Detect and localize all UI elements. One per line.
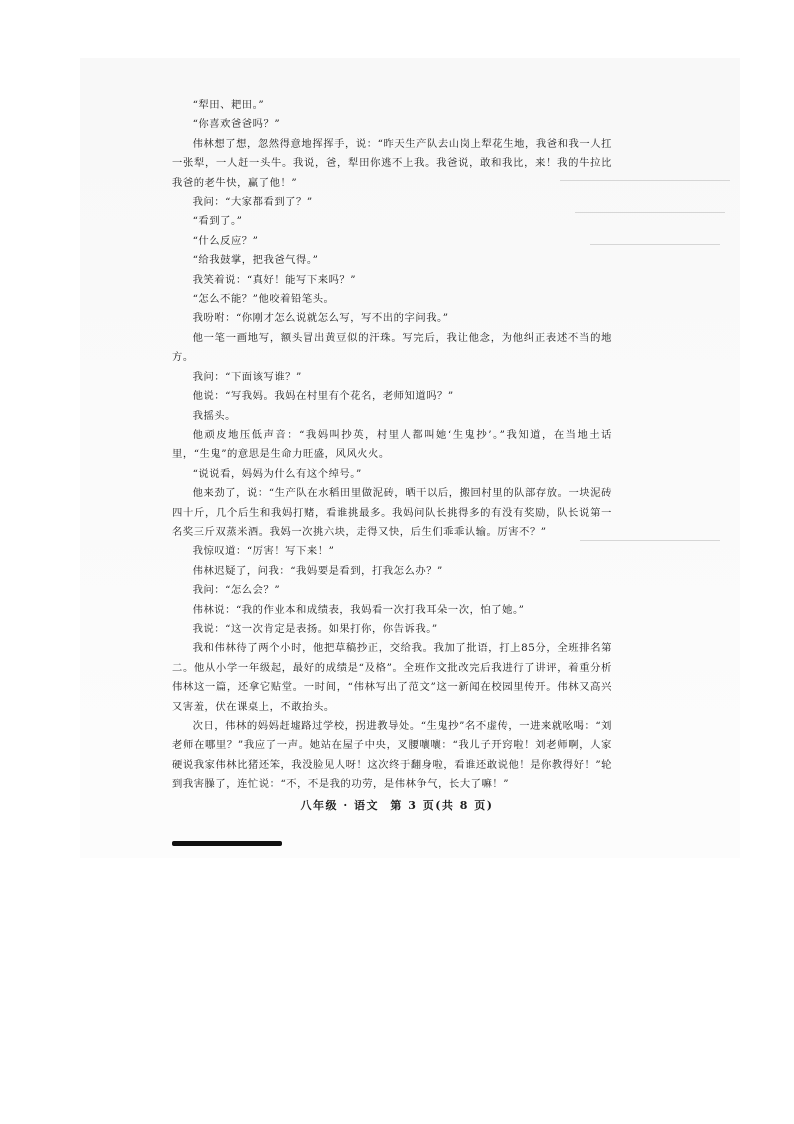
paragraph: 我说：“这一次肯定是表扬。如果打你，你告诉我。”	[192, 622, 438, 635]
paragraph: 我和伟林待了两个小时，他把草稿抄正，交给我。我加了批语，打上85分，全班排名第二。他从小学一年级起，最好的成绩是“及格”。全班作文批改完后我进行了讲评，着重分析伟林这一篇，还拿它贴堂。一时间，“伟林写出了范文”这一新闻在校园里传开。伟林又高兴又害羞，伏在课桌上，不敢抬头。	[172, 642, 612, 713]
paragraph: 次日，伟林的妈妈赶墟路过学校，拐进教导处。“生鬼抄”名不虚传，一进来就吆喝：“刘老师在哪里？”我应了一声。她站在屋子中央，叉腰嚷嚷：“我儿子开窍啦！刘老师啊，人家硬说我家伟林比猪还笨，我没脸见人呀！这次终于翻身啦，看谁还敢说他！是你教得好！”轮到我害臊了，连忙说：“不，不是我的功劳，是伟林争气，长大了嘛！”	[172, 720, 612, 791]
paragraph: “说说看，妈妈为什么有这个绰号。”	[192, 467, 362, 480]
page-number: 第 3 页(共 8 页)	[390, 799, 494, 812]
paragraph: “什么反应？”	[192, 234, 259, 247]
paragraph: 我惊叹道：“厉害！写下来！”	[192, 545, 335, 558]
paragraph: “给我鼓掌，把我爸气得。”	[192, 254, 319, 267]
paragraph: “怎么不能？”他咬着铅笔头。	[192, 293, 335, 306]
paragraph: “你喜欢爸爸吗？”	[192, 118, 281, 131]
paragraph: 他来劲了，说：“生产队在水稻田里做泥砖，晒干以后，搬回村里的队部存放。一块泥砖四十斤，几个后生和我妈打赌，看谁挑最多。我妈问队长挑得多的有没有奖励，队长说第一名奖三斤双蒸米酒。我妈一次挑六块，走得又快，后生们乖乖认输。厉害不？”	[172, 487, 612, 538]
paragraph: 伟林说：“我的作业本和成绩表，我妈看一次打我耳朵一次，怕了她。”	[192, 603, 525, 616]
paragraph: 我摇头。	[192, 409, 236, 422]
paragraph: 我笑着说：“真好！能写下来吗？”	[192, 273, 357, 286]
paragraph: 伟林想了想，忽然得意地挥挥手，说：“昨天生产队去山岗上犁花生地，我爸和我一人扛一张犁，一人赶一头牛。我说，爸，犁田你逃不上我。我爸说，敢和我比，来！我的牛拉比我爸的老牛快，赢了他！”	[172, 137, 612, 189]
paragraph: “看到了。”	[192, 215, 243, 228]
paragraph: 我问：“怎么会？”	[192, 584, 281, 597]
paragraph: 我问：“大家都看到了？”	[192, 196, 313, 209]
paragraph: 他顽皮地压低声音：“我妈叫抄英，村里人都叫她‘生鬼抄’。”我知道，在当地土话里，“生鬼”的意思是生命力旺盛，风风火火。	[172, 428, 612, 461]
page-footer	[0, 797, 794, 813]
paragraph: “犁田、耙田。”	[192, 99, 265, 111]
paragraph: 他说：“写我妈。我妈在村里有个花名，老师知道吗？”	[192, 390, 454, 403]
article-body	[172, 96, 612, 795]
scan-edge-mark	[172, 841, 282, 846]
paragraph: 我吩咐：“你刚才怎么说就怎么写，写不出的字问我。”	[192, 312, 449, 325]
grade-subject: 八年级 · 语文	[300, 799, 380, 812]
paragraph: 他一笔一画地写，额头冒出黄豆似的汗珠。写完后，我让他念，为他纠正表述不当的地方。	[172, 331, 612, 364]
paragraph: 伟林迟疑了，问我：“我妈要是看到，打我怎么办？”	[192, 564, 443, 577]
paragraph: 我问：“下面该写谁？”	[192, 370, 302, 383]
